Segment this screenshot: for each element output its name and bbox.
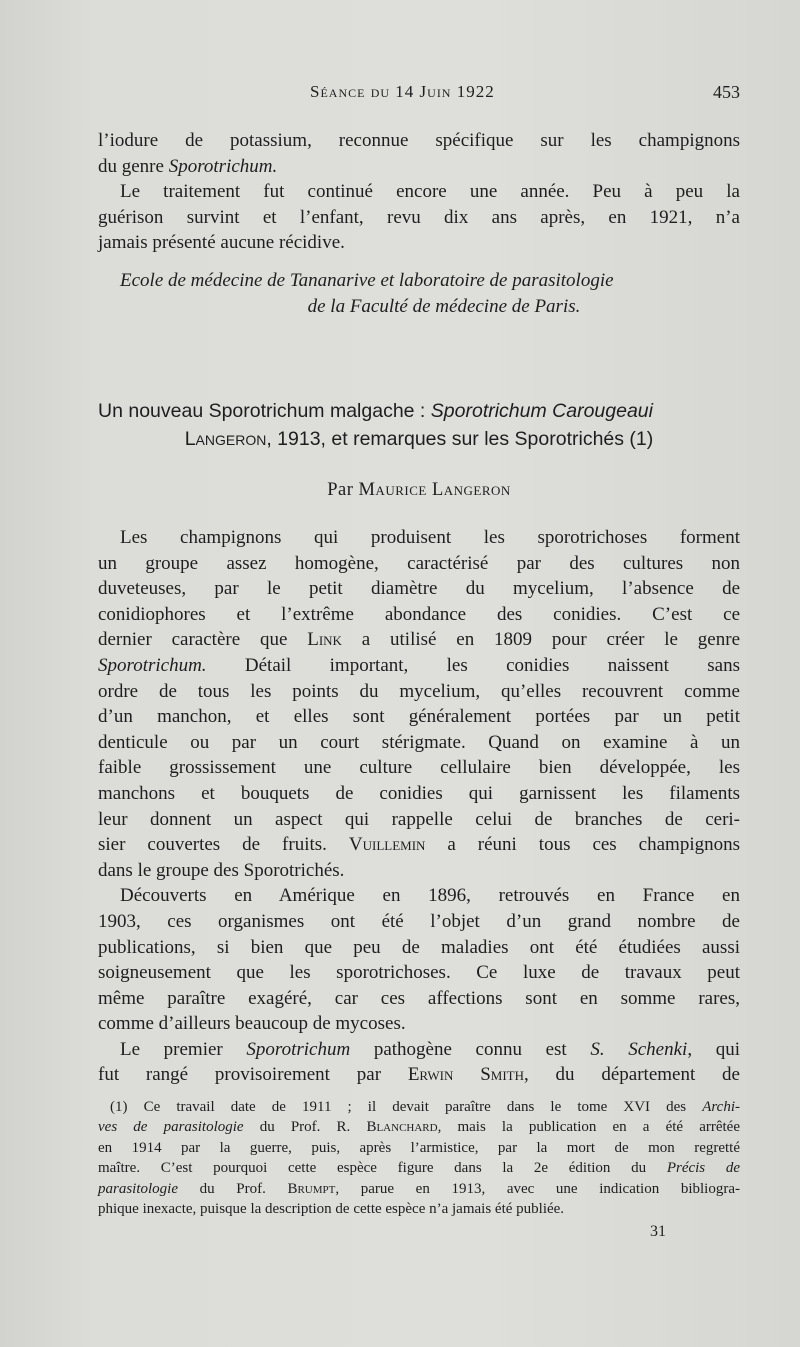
affiliation-line: de la Faculté de médecine de Paris. xyxy=(307,296,581,317)
text-span: du Prof. xyxy=(178,1180,288,1197)
text-span: , mais la publication en a été arrêtée xyxy=(437,1119,740,1136)
article-title-line xyxy=(98,425,740,453)
text-line: Les champignons qui produisent les sporotrichoses forment xyxy=(120,527,740,548)
journal-title: ves de parasitologie xyxy=(98,1119,244,1136)
text-span xyxy=(453,1064,480,1085)
person-name: Blanchard xyxy=(366,1119,438,1136)
text-line: ordre de tous les points du mycelium, qu’elles recouvrent comme xyxy=(98,680,740,702)
running-header xyxy=(98,82,740,112)
person-name: Vuillemin xyxy=(348,834,426,856)
text-line: faible grossissement une culture cellulaire bien développée, les xyxy=(98,757,740,779)
text-span: fut rangé provisoirement par xyxy=(98,1064,408,1086)
text-span: Un nouveau Sporotrichum malgache : xyxy=(98,400,431,422)
person-name: Link xyxy=(307,629,342,651)
footnote-line: en 1914 par la guerre, puis, après l’armistice, par la mort de mon regretté xyxy=(98,1139,740,1156)
text-line xyxy=(98,154,740,180)
footnote xyxy=(98,1097,740,1219)
text-span: (1) Ce travail date de 1911 ; il devait paraître dans le tome XVI des xyxy=(110,1099,703,1115)
page-number: 453 xyxy=(713,82,740,102)
running-title: Séance du 14 Juin 1922 xyxy=(310,82,495,101)
text-line: dans le groupe des Sporotrichés. xyxy=(98,859,345,881)
text-span: maître. C’est pourquoi cette espèce figure dans la 2e édition du xyxy=(98,1160,667,1177)
author-name: Langeron xyxy=(184,428,267,450)
article-author xyxy=(98,480,740,501)
text-span: , parue en 1913, avec une indication bibliogra- xyxy=(335,1180,740,1197)
text-span: Détail important, les conidies naissent sans xyxy=(206,654,740,676)
journal-title: Archi- xyxy=(702,1099,740,1115)
text-span: dernier caractère que xyxy=(98,629,308,651)
genus-name: Sporotrichum. xyxy=(98,654,207,676)
footnote-line xyxy=(98,1179,740,1199)
text-line xyxy=(98,627,740,653)
genus-name: Sporotrichum. xyxy=(168,155,278,177)
text-span: , 1913, et remarques sur les Sporotrichés (1) xyxy=(266,428,654,450)
article-body xyxy=(98,525,740,1088)
signature-mark: 31 xyxy=(650,1223,666,1240)
text-line: Le traitement fut continué encore une année. Peu à peu la xyxy=(120,181,740,203)
text-span: Le premier xyxy=(120,1038,247,1060)
text-line: comme d’ailleurs beaucoup de mycoses. xyxy=(98,1013,406,1035)
footnote-line xyxy=(98,1158,740,1178)
text-line: jamais présenté aucune récidive. xyxy=(98,232,345,254)
book-title: parasitologie xyxy=(98,1180,179,1197)
footnote-line xyxy=(98,1097,740,1117)
author-name: Maurice Langeron xyxy=(358,480,511,500)
text-line: l’iodure de potassium, reconnue spécifique sur les champignons xyxy=(98,130,740,151)
text-line: d’un manchon, et elles sont généralement portées par un petit xyxy=(98,706,740,728)
text-span: pathogène connu est xyxy=(350,1038,591,1060)
footnote-divider xyxy=(98,1091,740,1092)
affiliation xyxy=(98,268,740,320)
person-name: Erwin xyxy=(407,1064,454,1086)
text-line: soigneusement que les sporotrichoses. Ce luxe de travaux peut xyxy=(98,962,740,984)
text-line: même paraître exagéré, car ces affections sont en somme rares, xyxy=(98,987,740,1009)
text-span: du Prof. R. xyxy=(243,1119,367,1136)
text-line: 1903, ces organismes ont été l’objet d’un grand nombre de xyxy=(98,910,740,932)
text-span: , qui xyxy=(687,1038,740,1060)
text-line: duveteuses, par le petit diamètre du mycelium, l’absence de xyxy=(98,578,740,600)
species-name: S. Schenki xyxy=(590,1038,688,1060)
text-line: denticule ou par un court stérigmate. Quand on examine à un xyxy=(98,731,740,753)
genus-name: Sporotrichum xyxy=(246,1038,351,1060)
text-line xyxy=(98,1037,740,1063)
text-line: publications, si bien que peu de maladies ont été étudiées aussi xyxy=(98,936,740,958)
footnote-line xyxy=(98,1117,740,1137)
article-title xyxy=(98,397,740,453)
person-name: Brumpt xyxy=(287,1180,336,1197)
text-span: du genre xyxy=(98,155,169,177)
text-span: sier couvertes de fruits. xyxy=(98,834,349,856)
text-span: Par xyxy=(327,480,359,500)
text-line: manchons et bouquets de conidies qui garnissent les filaments xyxy=(98,782,740,804)
text-line: un groupe assez homogène, caractérisé par des cultures non xyxy=(98,552,740,574)
text-span: , du département de xyxy=(523,1064,740,1086)
text-line xyxy=(98,1062,740,1088)
text-line: leur donnent un aspect qui rappelle celui de branches de ceri- xyxy=(98,808,740,830)
text-span: a utilisé en 1809 pour créer le genre xyxy=(341,629,741,651)
text-line: guérison survint et l’enfant, revu dix ans après, en 1921, n’a xyxy=(98,206,740,228)
text-line: conidiophores et l’extrême abondance des conidies. C’est ce xyxy=(98,603,740,625)
previous-article-ending xyxy=(98,128,740,256)
text-span: a réuni tous ces champignons xyxy=(425,834,740,856)
article-title-line xyxy=(98,397,740,425)
text-line xyxy=(98,653,740,679)
affiliation-line: Ecole de médecine de Tananarive et laboratoire de parasitologie xyxy=(120,270,614,291)
footnote-line: phique inexacte, puisque la description de cette espèce n’a jamais été publiée. xyxy=(98,1201,565,1218)
text-line xyxy=(98,832,740,858)
species-name: Sporotrichum Carougeaui xyxy=(430,400,653,422)
book-title: Précis de xyxy=(666,1160,740,1177)
person-name: Smith xyxy=(480,1064,524,1086)
text-line: Découverts en Amérique en 1896, retrouvés en France en xyxy=(120,885,740,907)
